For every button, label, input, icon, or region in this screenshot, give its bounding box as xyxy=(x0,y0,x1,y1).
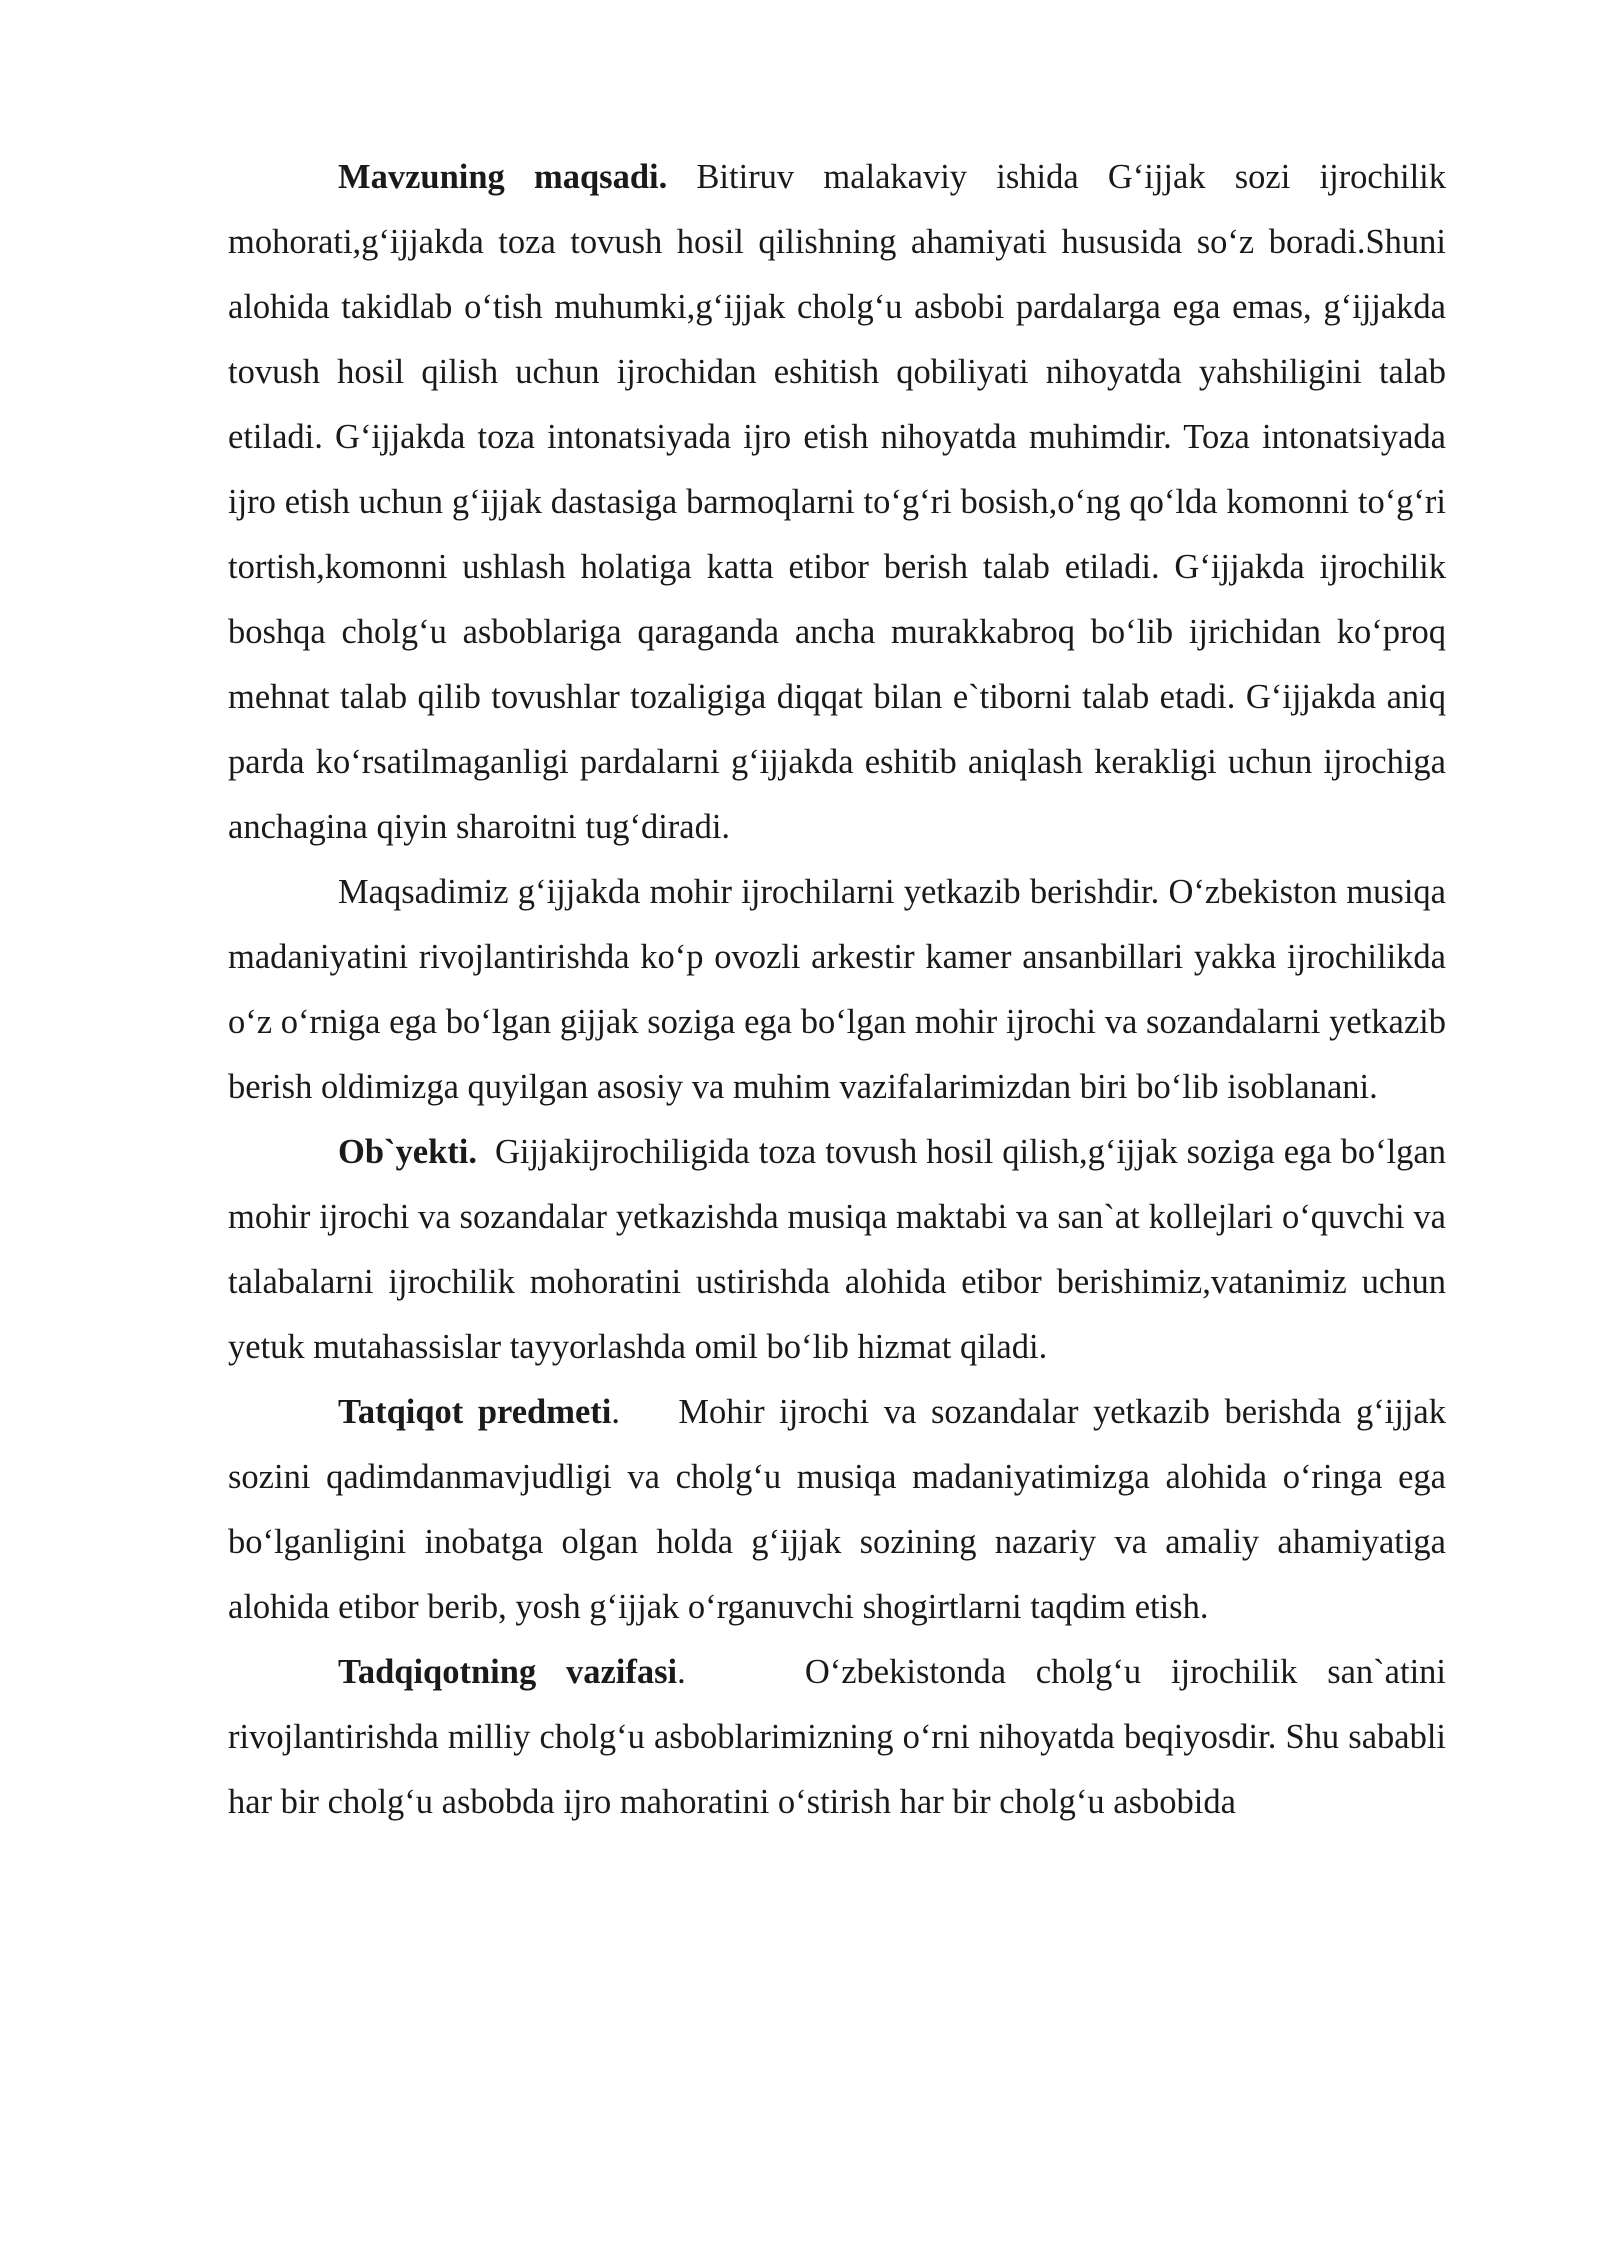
heading-separator xyxy=(667,158,696,196)
paragraph-text: Mohir ijrochi va sozandalar yetkazib berishda g‘ijjak sozini qadimdanmavjudligi va cholg‘u musiqa madaniyatimizga alohida o‘ringa ega bo‘lganligini inobatga olgan holda g‘ijjak sozining nazariy va amaliy ahamiyatiga alohida etibor berib, yosh g‘ijjak o‘rganuvchi shogirtlarni taqdim etish. xyxy=(228,1393,1447,1626)
paragraph-predmeti xyxy=(228,1380,1446,1640)
paragraph-vazifasi xyxy=(228,1640,1446,1835)
paragraph-text: Maqsadimiz g‘ijjakda mohir ijrochilarni yetkazib berishdir. O‘zbekiston musiqa madaniyatini rivojlantirishda ko‘p ovozli arkestir kamer ansanbillari yakka ijrochilikda o‘z o‘rniga ega bo‘lgan gijjak soziga ega bo‘lgan mohir ijrochi va sozandalarni yetkazib berish oldimizga quyilgan asosiy va muhim vazifalarimizdan biri bo‘lib isoblanani. xyxy=(228,873,1446,1106)
heading-mavzuning-maqsadi: Mavzuning maqsadi. xyxy=(338,158,668,196)
heading-separator xyxy=(477,1133,495,1171)
heading-separator: . xyxy=(677,1653,805,1691)
paragraph-maqsadimiz xyxy=(228,860,1446,1120)
heading-tadqiqotning-vazifasi: Tadqiqotning vazifasi xyxy=(338,1653,678,1691)
paragraph-maqsadi xyxy=(228,145,1446,860)
paragraph-text: Bitiruv malakaviy ishida G‘ijjak sozi ijrochilik mohorati,g‘ijjakda toza tovush hosil qilishning ahamiyati hususida so‘z boradi.Shuni alohida takidlab o‘tish muhumki,g‘ijjak cholg‘u asbobi pardalarga ega emas, g‘ijjakda tovush hosil qilish uchun ijrochidan eshitish qobiliyati nihoyatda yahshiligini talab etiladi. G‘ijjakda toza intonatsiyada ijro etish nihoyatda muhimdir. Toza intonatsiyada ijro etish uchun g‘ijjak dastasiga barmoqlarni to‘g‘ri bosish,o‘ng qo‘lda komonni to‘g‘ri tortish,komonni ushlash holatiga katta etibor berish talab etiladi. G‘ijjakda ijrochilik boshqa cholg‘u asboblariga qaraganda ancha murakkabroq bo‘lib ijrichidan ko‘proq mehnat talab qilib tovushlar tozaligiga diqqat bilan e`tiborni talab etadi. G‘ijjakda aniq parda ko‘rsatilmaganligi pardalarni g‘ijjakda eshitib aniqlash kerakligi uchun ijrochiga anchagina qiyin sharoitni tug‘diradi. xyxy=(228,158,1447,846)
paragraph-obyekti xyxy=(228,1120,1446,1380)
paragraph-text: O‘zbekistonda cholg‘u ijrochilik san`atini rivojlantirishda milliy cholg‘u asboblarimizning o‘rni nihoyatda beqiyosdir. Shu sababli har bir cholg‘u asbobda ijro mahoratini o‘stirish har bir cholg‘u asbobida xyxy=(228,1653,1446,1821)
heading-obyekti: Ob`yekti. xyxy=(338,1133,477,1171)
paragraph-text: Gijjakijrochiligida toza tovush hosil qilish,g‘ijjak soziga ega bo‘lgan mohir ijrochi va sozandalar yetkazishda musiqa maktabi va san`at kollejlari o‘quvchi va talabalarni ijrochilik mohoratini ustirishda alohida etibor berishimiz,vatanimiz uchun yetuk mutahassislar tayyorlashda omil bo‘lib hizmat qiladi. xyxy=(228,1133,1446,1366)
heading-separator: . xyxy=(611,1393,679,1431)
document-page xyxy=(228,145,1446,1835)
heading-tatqiqot-predmeti: Tatqiqot predmeti xyxy=(338,1393,612,1431)
